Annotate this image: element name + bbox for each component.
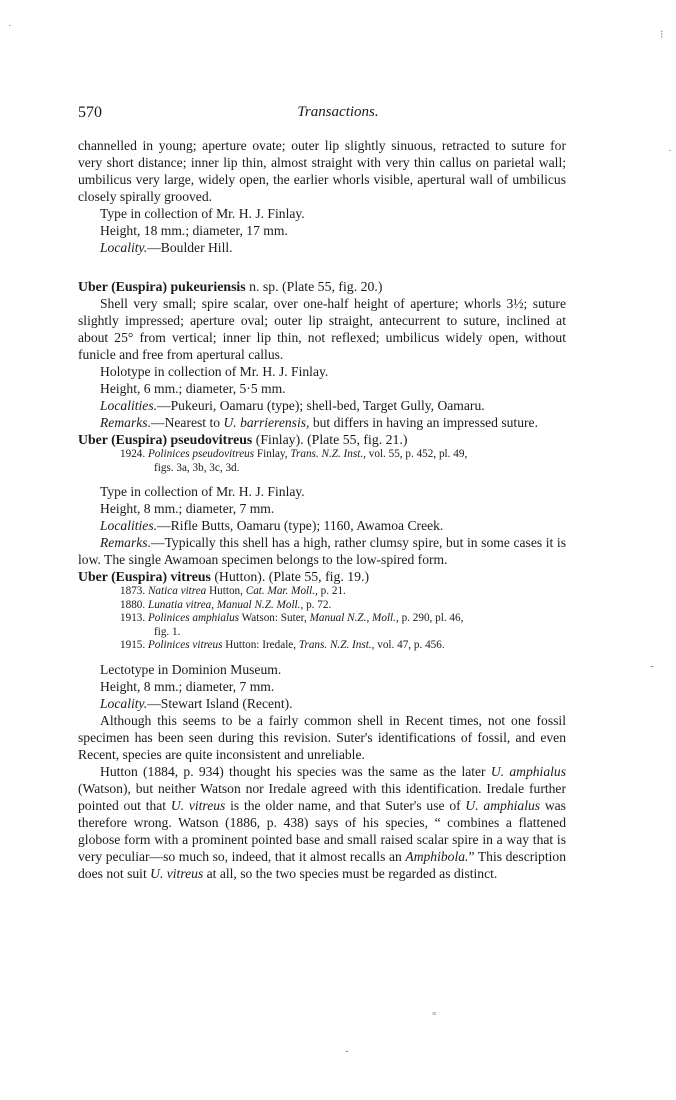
citation-pages: p. 72. bbox=[303, 598, 332, 611]
height-line: Height, 8 mm.; diameter, 7 mm. bbox=[100, 678, 275, 694]
scan-speck: - bbox=[345, 1045, 349, 1057]
locality-label: Locality. bbox=[100, 240, 148, 255]
species-name: Uber (Euspira) vitreus bbox=[78, 569, 211, 584]
citation-year: 1924. bbox=[120, 448, 146, 460]
scan-speck: · bbox=[8, 20, 12, 32]
remarks-text: —Typically this shell has a high, rather clumsy spire, but in some cases it is low. The single Awamoan specimen belongs to the low-spired form. bbox=[78, 535, 566, 567]
citation-author: Watson: Suter, bbox=[239, 612, 310, 624]
locality-text: —Boulder Hill. bbox=[147, 240, 233, 255]
citation-continuation: fig. 1. bbox=[154, 625, 181, 638]
citation-taxon: Polinices amphialus bbox=[147, 612, 240, 624]
locality-label: Locality. bbox=[100, 695, 148, 711]
citation-taxon: Polinices pseudovitreus bbox=[147, 448, 255, 460]
para-text: (Watson), but neither Watson nor Iredale agreed with this identification. Iredale further pointed out that bbox=[78, 780, 566, 813]
genus-ref: Amphibola. bbox=[405, 848, 469, 864]
species-plate-ref: (Hutton). (Plate 55, fig. 19.) bbox=[210, 569, 370, 584]
species-plate-ref: n. sp. (Plate 55, fig. 20.) bbox=[245, 279, 383, 294]
citation-pages: p. 290, pl. 46, bbox=[398, 612, 464, 624]
species-ref: U. vitreus bbox=[170, 797, 226, 813]
localities-line bbox=[78, 517, 566, 534]
species-ref: U. vitreus bbox=[150, 865, 204, 881]
type-line: Type in collection of Mr. H. J. Finlay. bbox=[100, 484, 305, 499]
citation-author: Finlay, bbox=[254, 448, 291, 460]
species-ref: U. amphialus bbox=[465, 797, 541, 813]
species-name: Uber (Euspira) pukeuriensis bbox=[78, 279, 246, 294]
citation-year: 1880. bbox=[120, 598, 146, 611]
citation-entry bbox=[120, 639, 566, 653]
citation-list bbox=[120, 585, 566, 653]
remarks-species: U. barrierensis, bbox=[223, 415, 310, 430]
localities-label: Localities. bbox=[100, 518, 158, 533]
discussion-paragraph-2 bbox=[78, 763, 566, 882]
citation-year: 1915. bbox=[120, 639, 146, 651]
citation-pages: vol. 47, p. 456. bbox=[374, 639, 445, 651]
intro-locality-line bbox=[78, 239, 566, 256]
para-text: was therefore wrong. Watson (1886, p. 438) says of his species, “ combines a flattened globose form with a prominent pointed base and small raised scalar spire in a way that is very peculiar—so much so, indeed, that it almost recalls an bbox=[78, 797, 566, 864]
scan-speck: ° bbox=[432, 1010, 437, 1022]
citation-journal: Manual N.Z., Moll., bbox=[309, 612, 399, 624]
citation-journal: Trans. N.Z. Inst., bbox=[290, 448, 366, 460]
remarks-label: Remarks. bbox=[100, 535, 151, 550]
lectotype-line: Lectotype in Dominion Museum. bbox=[100, 661, 282, 677]
remarks-paragraph bbox=[78, 414, 566, 431]
citation-list bbox=[120, 448, 566, 475]
citation-journal: Cat. Mar. Moll., bbox=[245, 585, 318, 597]
height-line: Height, 6 mm.; diameter, 5·5 mm. bbox=[100, 381, 286, 396]
citation-author: Hutton: Iredale, bbox=[222, 639, 299, 651]
citation-entry bbox=[120, 585, 566, 599]
para-text: is the older name, and that Suter's use of bbox=[225, 797, 466, 813]
page-body bbox=[78, 137, 566, 882]
citation-journal: Manual N.Z. Moll., bbox=[216, 598, 304, 611]
species-heading-pseudovitreus bbox=[78, 431, 566, 448]
citation-entry bbox=[120, 448, 566, 462]
citation-year: 1913. bbox=[120, 612, 146, 624]
citation-pages: vol. 55, p. 452, pl. 49, bbox=[365, 448, 468, 460]
scan-speck: ⁝ bbox=[660, 29, 664, 41]
scan-speck: - bbox=[650, 660, 654, 672]
citation-continuation: figs. 3a, 3b, 3c, 3d. bbox=[154, 461, 240, 474]
citation-taxon: Polinices vitreus bbox=[147, 639, 223, 651]
localities-label: Localities. bbox=[100, 398, 158, 413]
para-text: Hutton (1884, p. 934) thought his species was the same as the later bbox=[100, 763, 491, 779]
localities-line bbox=[78, 397, 566, 414]
para-text: at all, so the two species must be regarded as distinct. bbox=[203, 865, 498, 881]
species-description: Shell very small; spire scalar, over one-half height of aperture; whorls 3½; suture slightly impressed; aperture oval; outer lip straight, antecurrent to suture, inclined at about 25° from vertical; inner lip thin, not reflexed; umbilicus widely open, without funicle and free from apertural callus. bbox=[78, 296, 566, 362]
discussion-paragraph-1: Although this seems to be a fairly common shell in Recent times, not one fossil specimen has been seen during this revision. Suter's identifications of fossil, and even Recent, species are quite inconsistent and unreliable. bbox=[78, 712, 566, 762]
species-heading-vitreus bbox=[78, 568, 566, 585]
citation-taxon: Lunatia vitrea, bbox=[147, 598, 215, 611]
citation-entry bbox=[120, 612, 566, 626]
species-ref: U. amphialus bbox=[490, 763, 566, 779]
intro-type-line: Type in collection of Mr. H. J. Finlay. bbox=[100, 206, 305, 221]
page-header bbox=[78, 104, 598, 126]
intro-height-line: Height, 18 mm.; diameter, 17 mm. bbox=[100, 223, 288, 238]
remarks-paragraph bbox=[78, 534, 566, 568]
localities-text: —Rifle Butts, Oamaru (type); 1160, Awamoa Creek. bbox=[157, 518, 444, 533]
locality-text: —Stewart Island (Recent). bbox=[147, 695, 293, 711]
remarks-label: Remarks. bbox=[100, 415, 151, 430]
citation-pages: p. 21. bbox=[317, 585, 346, 597]
holotype-line: Holotype in collection of Mr. H. J. Finlay. bbox=[100, 364, 329, 379]
para-text: ” This description does not suit bbox=[78, 848, 567, 881]
citation-journal: Trans. N.Z. Inst., bbox=[298, 639, 375, 651]
locality-line bbox=[78, 695, 566, 712]
citation-year: 1873. bbox=[120, 585, 146, 597]
remarks-text: —Nearest to bbox=[150, 415, 224, 430]
citation-taxon: Natica vitrea bbox=[147, 585, 207, 597]
height-line: Height, 8 mm.; diameter, 7 mm. bbox=[100, 501, 275, 516]
species-plate-ref: (Finlay). (Plate 55, fig. 21.) bbox=[252, 432, 408, 447]
citation-author: Hutton, bbox=[206, 585, 246, 597]
species-heading-pukeuriensis bbox=[78, 278, 566, 295]
page-number: 570 bbox=[78, 104, 102, 121]
remarks-text-end: but differs in having an impressed suture. bbox=[309, 415, 538, 430]
running-title: Transactions. bbox=[297, 104, 379, 120]
citation-entry bbox=[120, 599, 566, 613]
localities-text: —Pukeuri, Oamaru (type); shell-bed, Target Gully, Oamaru. bbox=[157, 398, 485, 413]
species-name: Uber (Euspira) pseudovitreus bbox=[78, 432, 253, 447]
intro-paragraph: channelled in young; aperture ovate; outer lip slightly sinuous, retracted to suture for very short distance; inner lip thin, almost straight with very thin callus on parietal wall; umbilicus very large, widely open, the earlier whorls visible, apertural wall of umbilicus closely spirally grooved. bbox=[78, 138, 566, 204]
scan-speck: · bbox=[668, 145, 672, 157]
